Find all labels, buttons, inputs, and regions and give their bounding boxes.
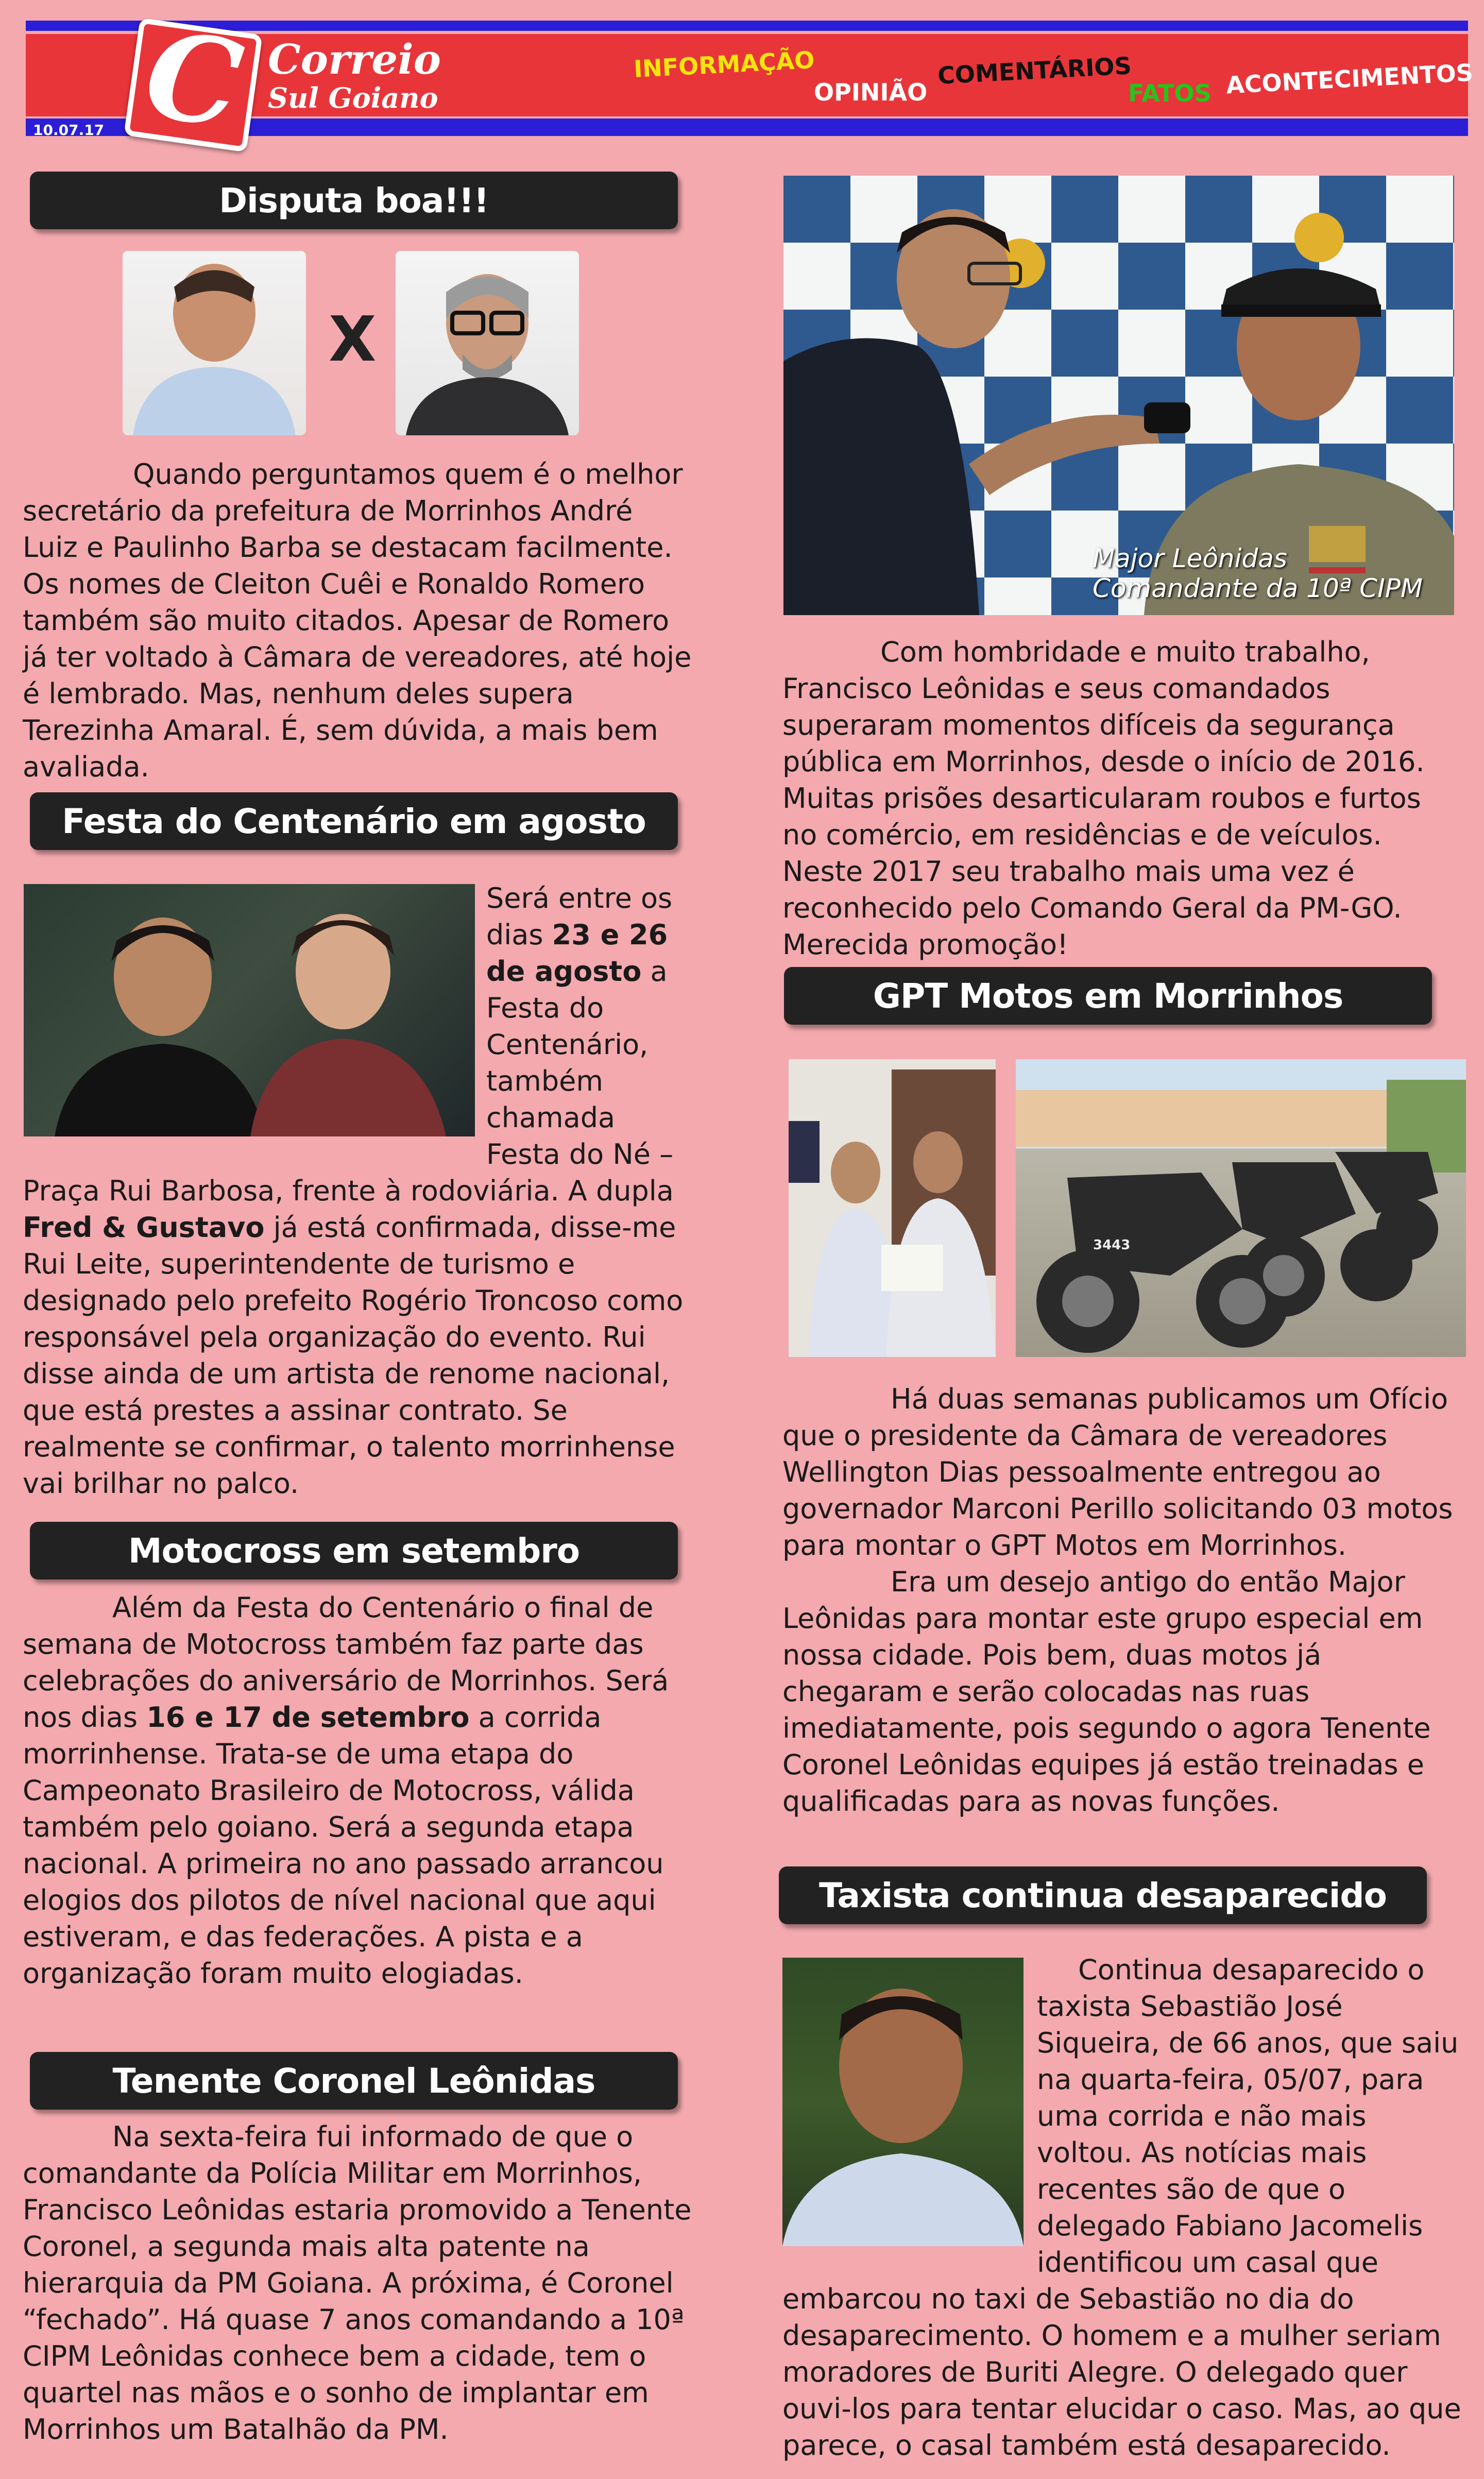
section-title-disputa: Disputa boa!!!: [30, 172, 678, 229]
photo-taxista: [782, 1958, 1024, 2246]
photo-andre-luiz: [123, 251, 306, 435]
photo-gpt-motorcycles: [1016, 1059, 1466, 1357]
photo-caption-name: Major Leônidas: [1093, 544, 1287, 573]
article-festa-text-5: já está confirmada, disse-me Rui Leite, superintendente de turismo e designado pelo prefeito Rogério Troncoso como responsável pela organização do evento. Rui disse ainda de um artista de renome nacional, que está prestes a assinar contrato. Se realmente se confirmar, o talento morrinhense vai brilhar no palco.: [23, 1211, 684, 1500]
section-title-tenente: Tenente Coronel Leônidas: [30, 2052, 678, 2110]
section-title-gpt: GPT Motos em Morrinhos: [784, 967, 1432, 1025]
article-festa-duo: Fred & Gustavo: [23, 1211, 265, 1244]
article-taxista-text: Continua desaparecido o taxista Sebastião José Siqueira, de 66 anos, que saiu na quarta-feira, 05/07, para uma corrida e não mais voltou. As notícias mais recentes são de que o delegado Fabiano Jacomelis identificou um casal que embarcou no taxi de Sebastião no dia do desaparecimento. O homem e a mulher seriam moradores de Buriti Alegre. O delegado quer ouvi-los para tentar elucidar o caso. Mas, ao que parece, o casal também está desaparecido.: [782, 1954, 1461, 2461]
edition-date: 10.07.17: [33, 122, 105, 139]
section-title-taxista: Taxista continua desaparecido: [779, 1866, 1427, 1924]
keyword-acontecimentos: ACONTECIMENTOS: [1225, 58, 1474, 99]
article-taxista: [782, 1951, 1468, 2464]
keyword-informacao: INFORMAÇÃO: [633, 45, 815, 83]
keyword-opiniao: OPINIÃO: [814, 78, 928, 106]
section-title-festa: Festa do Centenário em agosto: [30, 792, 678, 850]
photo-major-leonidas: [783, 176, 1454, 615]
article-motocross-text-1: Além da Festa do Centenário o final de semana de Motocross também faz parte das celebrações do aniversário de Morrinhos. Será nos dias: [23, 1591, 669, 1734]
article-festa-text-3b: a Festa do Centenário, também chamada Festa do Né – Praça Rui Barbosa, frente à rodoviária. A dupla: [23, 955, 674, 1207]
logo-letter: C: [137, 4, 250, 156]
photo-paulinho-barba: [396, 251, 579, 435]
newspaper-subtitle: Sul Goiano: [268, 81, 438, 114]
article-tenente: [23, 2118, 692, 2448]
article-gpt-paragraph-2: Era um desejo antigo do então Major Leônidas para montar este grupo especial em nossa cidade. Pois bem, duas motos já chegaram e serão colocadas nas ruas imediatamente, pois segundo o agora Tenente Coronel Leônidas equipes já estão treinadas e qualificadas para as novas funções.: [782, 1566, 1431, 1818]
keyword-fatos: FATOS: [1128, 79, 1212, 107]
article-leonidas: [782, 634, 1462, 963]
masthead: [26, 4, 1474, 156]
article-tenente-text: Na sexta-feira fui informado de que o comandante da Polícia Militar em Morrinhos, Francisco Leônidas estaria promovido a Tenente Coronel, a segunda mais alta patente na hierarquia da PM Goiana. A próxima, é Coronel “fechado”. Há quase 7 anos comandando a 10ª CIPM Leônidas conhece bem a cidade, tem o quartel nas mãos e o sonho de implantar em Morrinhos um Batalhão da PM.: [23, 2120, 692, 2446]
article-disputa-text: Quando perguntamos quem é o melhor secretário da prefeitura de Morrinhos André Luiz e Paulinho Barba se destacam facilmente. Os nomes de Cleiton Cuêi e Ronaldo Romero também são muito citados. Apesar de Romero já ter voltado à Câmara de vereadores, até hoje é lembrado. Mas, nenhum deles supera Terezinha Amaral. É, sem dúvida, a mais bem avaliada.: [23, 458, 692, 783]
photo-caption-role: Comandante da 10ª CIPM: [1093, 573, 1423, 603]
article-motocross: [23, 1589, 692, 1992]
article-gpt-paragraph-1: Há duas semanas publicamos um Ofício que o presidente da Câmara de vereadores Wellington Dias pessoalmente entregou ao governador Marconi Perillo solicitando 03 motos para montar o GPT Motos em Morrinhos.: [782, 1383, 1453, 1561]
newspaper-name: Correio: [268, 35, 441, 83]
newspaper-logo: [124, 4, 263, 156]
article-gpt: [782, 1381, 1462, 1820]
motorcycle-number: 3443: [1093, 1237, 1131, 1253]
photo-gpt-office: [789, 1059, 996, 1357]
festa-photo-space: [23, 880, 486, 1173]
article-motocross-text-3: a corrida morrinhense. Trata-se de uma etapa do Campeonato Brasileiro de Motocross, válida também pelo goiano. Será a segunda etapa nacional. A primeira no ano passado arrancou elogios dos pilotos de nível nacional que aqui estiveram, e das federações. A pista e a organização foram muito elogiadas.: [23, 1701, 664, 1990]
article-disputa: [23, 456, 692, 785]
article-festa-body: Será entre os dias 23 e 26 de agosto a Festa do Centenário, também chamada Festa do Né – Praça Rui Barbosa, frente à rodoviária. A dupla Fred & Gustavo já está confirmada, disse-me Rui Leite, superintendente de turismo e designado pelo prefeito Rogério Troncoso como responsável pela organização do evento. Rui disse ainda de um artista de renome nacional, que está prestes a assinar contrato. Se realmente se confirmar, o talento morrinhense vai brilhar no palco.: [23, 880, 692, 1502]
keyword-comentarios: COMENTÁRIOS: [936, 52, 1132, 90]
article-motocross-dates: 16 e 17 de setembro: [146, 1701, 470, 1734]
versus-mark: X: [329, 304, 377, 376]
article-leonidas-text: Com hombridade e muito trabalho, Francisco Leônidas e seus comandados superaram momentos difíceis da segurança pública em Morrinhos, desde o início de 2016. Muitas prisões desarticularam roubos e furtos no comércio, em residências e de veículos. Neste 2017 seu trabalho mais uma vez é reconhecido pelo Comando Geral da PM-GO. Merecida promoção!: [782, 636, 1425, 961]
section-title-motocross: Motocross em setembro: [30, 1522, 678, 1580]
